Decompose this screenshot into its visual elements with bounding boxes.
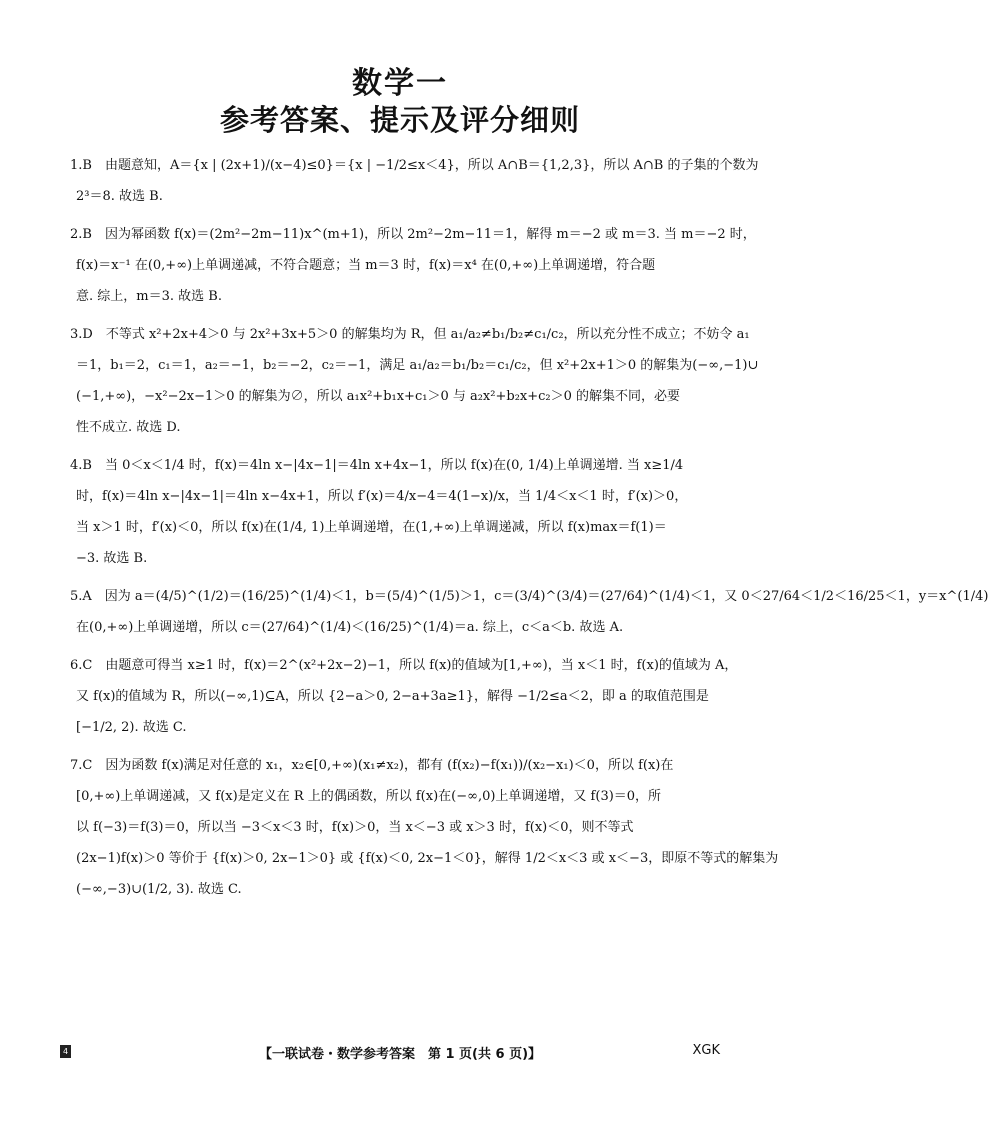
answer-line: 意. 综上，m＝3. 故选 B. — [76, 289, 222, 304]
answer-line: (2x−1)f(x)＞0 等价于 {f(x)＞0, 2x−1＞0} 或 {f(x)＜0, 2x−1＜0}，解得 1/2＜x＜3 或 x＜−3，即原不等式的解集为 — [76, 851, 779, 866]
page-subtitle: 参考答案、提示及评分细则 — [219, 103, 580, 137]
answer-line: [−1/2, 2). 故选 C. — [76, 720, 187, 735]
answer-item-1 — [70, 150, 759, 212]
answer-line: 以 f(−3)＝f(3)＝0，所以当 −3＜x＜3 时，f(x)＞0，当 x＜−3 或 x＞3 时，f(x)＜0，则不等式 — [76, 820, 634, 835]
answer-item-6 — [70, 650, 738, 743]
footer-title: 【一联试卷・数学参考答案 第 1 页(共 6 页)】 — [258, 1047, 542, 1062]
answer-line: 1.B 由题意知，A＝{x | (2x+1)/(x−4)≤0}＝{x | −1/2≤x＜4}，所以 A∩B＝{1,2,3}，所以 A∩B 的子集的个数为 — [70, 158, 759, 173]
answer-line: 当 x＞1 时，f′(x)＜0，所以 f(x)在(1/4, 1)上单调递增，在(1,+∞)上单调递减，所以 f(x)max＝f(1)＝ — [76, 520, 667, 535]
page-footer — [0, 1037, 800, 1067]
footer-page-marker: 4 — [60, 1045, 71, 1058]
answer-line: (−∞,−3)∪(1/2, 3). 故选 C. — [76, 882, 242, 897]
answer-item-2 — [70, 219, 756, 312]
answer-item-3 — [70, 319, 759, 443]
answer-item-5 — [70, 581, 988, 643]
answer-line: f(x)＝x⁻¹ 在(0,+∞)上单调递减，不符合题意；当 m＝3 时，f(x)＝x⁴ 在(0,+∞)上单调递增，符合题 — [76, 258, 656, 273]
page-title: 数学一 — [352, 66, 448, 101]
answer-line: 在(0,+∞)上单调递增，所以 c＝(27/64)^(1/4)＜(16/25)^(1/4)＝a. 综上，c＜a＜b. 故选 A. — [76, 620, 624, 635]
answer-line: −3. 故选 B. — [76, 551, 148, 566]
answer-line: 性不成立. 故选 D. — [76, 420, 181, 435]
answer-line: 7.C 因为函数 f(x)满足对任意的 x₁，x₂∈[0,+∞)(x₁≠x₂)，都有 (f(x₂)−f(x₁))/(x₂−x₁)＜0，所以 f(x)在 — [70, 758, 674, 773]
answer-line: 5.A 因为 a＝(4/5)^(1/2)＝(16/25)^(1/4)＜1，b＝(5/4)^(1/5)＞1，c＝(3/4)^(3/4)＝(27/64)^(1/4)＜1，又 0＜27/64＜1/2＜16/25＜1，y＝x^(1/4) — [70, 589, 988, 604]
answer-item-7 — [70, 750, 779, 905]
answer-line: 2.B 因为幂函数 f(x)＝(2m²−2m−11)x^(m+1)，所以 2m²−2m−11＝1，解得 m＝−2 或 m＝3. 当 m＝−2 时， — [70, 227, 756, 242]
answer-line: ＝1，b₁＝2，c₁＝1，a₂＝−1，b₂＝−2，c₂＝−1，满足 a₁/a₂＝b₁/b₂＝c₁/c₂，但 x²+2x+1＞0 的解集为(−∞,−1)∪ — [76, 358, 759, 373]
answer-line: 2³＝8. 故选 B. — [76, 189, 163, 204]
answer-line: 6.C 由题意可得当 x≥1 时，f(x)＝2^(x²+2x−2)−1，所以 f(x)的值域为[1,+∞)，当 x＜1 时，f(x)的值域为 A， — [70, 658, 738, 673]
answer-line: 又 f(x)的值域为 R，所以(−∞,1)⊆A，所以 {2−a＞0, 2−a+3a≥1}，解得 −1/2≤a＜2，即 a 的取值范围是 — [76, 689, 709, 704]
footer-code: XGK — [692, 1043, 720, 1058]
answer-line: [0,+∞)上单调递减，又 f(x)是定义在 R 上的偶函数，所以 f(x)在(−∞,0)上单调递增，又 f(3)＝0，所 — [76, 789, 662, 804]
answer-line: 时，f(x)＝4ln x−|4x−1|＝4ln x−4x+1，所以 f′(x)＝4/x−4＝4(1−x)/x，当 1/4＜x＜1 时，f′(x)＞0， — [76, 489, 688, 504]
answer-list — [70, 150, 988, 912]
answer-item-4 — [70, 450, 735, 574]
answer-line: 4.B 当 0＜x＜1/4 时，f(x)＝4ln x−|4x−1|＝4ln x+4x−1，所以 f(x)在(0, 1/4)上单调递增. 当 x≥1/4 — [70, 458, 684, 473]
answer-line: (−1,+∞)，−x²−2x−1＞0 的解集为∅，所以 a₁x²+b₁x+c₁＞0 与 a₂x²+b₂x+c₂＞0 的解集不同，必要 — [76, 389, 681, 404]
answer-line: 3.D 不等式 x²+2x+4＞0 与 2x²+3x+5＞0 的解集均为 R，但 a₁/a₂≠b₁/b₂≠c₁/c₂，所以充分性不成立；不妨令 a₁ — [70, 327, 750, 342]
